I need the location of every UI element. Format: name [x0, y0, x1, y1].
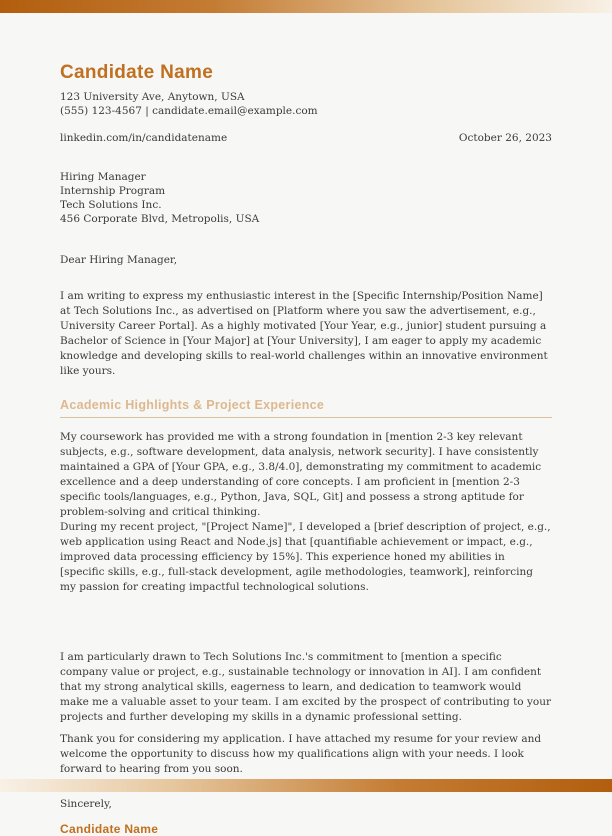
- contact-phone-email: (555) 123-4567 | candidate.email@example.com: [60, 105, 318, 117]
- signoff-closing: Sincerely,: [60, 798, 112, 810]
- top-accent-bar: [0, 0, 612, 13]
- contact-block: [60, 90, 552, 118]
- recipient-block: [60, 170, 552, 226]
- letter-date: October 26, 2023: [458, 132, 552, 144]
- recipient-line: 456 Corporate Blvd, Metropolis, USA: [60, 213, 260, 225]
- recipient-line: Tech Solutions Inc.: [60, 199, 162, 211]
- candidate-name-heading: Candidate Name: [60, 62, 214, 83]
- paragraph-closing: Thank you for considering my application. I have attached my resume for your review and welcome the opportunity to discuss how my qualifications align with your needs. I look forward to hearing from you soon.: [60, 733, 542, 775]
- paragraph-project: During my recent project, "[Project Name]", I developed a [brief description of project, e.g., web application using React and Node.js] that [quantifiable achievement or impact, e.g., improved data processing efficiency by 15%]. This experience honed my abilities in [specific skills, e.g., full-stack development, agile methodologies, teamwork], reinforcing my passion for creating impactful technological solutions.: [60, 521, 551, 593]
- paragraph-intro: I am writing to express my enthusiastic interest in the [Specific Internship/Position Name] at Tech Solutions Inc., as advertised on [Platform where you saw the advertisement, e.g., University Career Portal]. As a highly motivated [Your Year, e.g., junior] student pursuing a Bachelor of Science in [Your Major] at [Your University], I am eager to apply my academic knowledge and developing skills to real-world challenges within an innovative environment like yours.: [60, 290, 548, 377]
- salutation: Dear Hiring Manager,: [60, 254, 178, 266]
- blank-gap: [60, 595, 552, 650]
- signature-name: Candidate Name: [60, 822, 159, 836]
- section-heading-academic-highlights: Academic Highlights & Project Experience: [60, 398, 552, 418]
- bottom-accent-bar: [0, 779, 612, 792]
- recipient-line: Internship Program: [60, 185, 166, 197]
- cover-letter-page: [0, 13, 612, 836]
- paragraph-academic: My coursework has provided me with a strong foundation in [mention 2-3 key relevant subjects, e.g., software development, data analysis, network security]. I have consistently maintained a GPA of [Your GPA, e.g., 3.8/4.0], demonstrating my commitment to academic excellence and a deep understanding of core concepts. I am proficient in [mention 2-3 specific tools/languages, e.g., Python, Java, SQL, Git] and possess a strong aptitude for problem-solving and critical thinking.: [60, 431, 542, 518]
- contact-linkedin: linkedin.com/in/candidatename: [60, 132, 228, 144]
- meta-row: [60, 131, 552, 145]
- recipient-line: Hiring Manager: [60, 171, 146, 183]
- contact-address: 123 University Ave, Anytown, USA: [60, 91, 245, 103]
- paragraph-company-fit: I am particularly drawn to Tech Solutions Inc.'s commitment to [mention a specific company value or project, e.g., sustainable technology or innovation in AI]. I am confident that my strong analytical skills, eagerness to learn, and dedication to teamwork would make me a valuable asset to your team. I am excited by the prospect of contributing to your projects and further developing my skills in a dynamic professional setting.: [60, 651, 551, 723]
